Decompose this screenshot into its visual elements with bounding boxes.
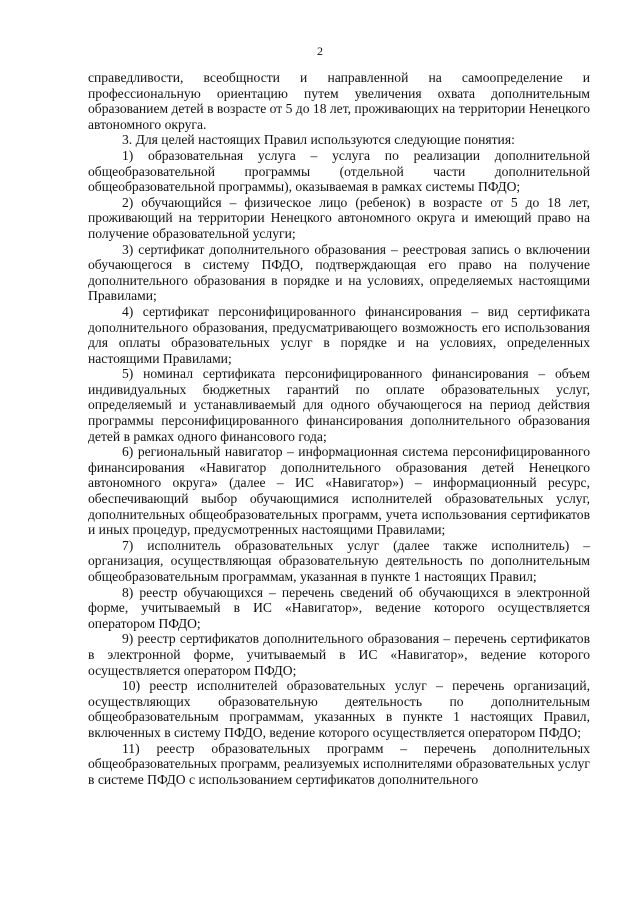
definition-item-4: 4) сертификат персонифицированного финансирования – вид сертификата дополнительного образования, предусматривающего возможность его использования для оплаты образовательных услуг в порядке и на условиях, определенных настоящими Правилами; xyxy=(88,303,590,366)
definition-item-9: 9) реестр сертификатов дополнительного образования – перечень сертификатов в электронной форме, учитываемый в ИС «Навигатор», ведение которого осуществляется оператором ПФДО; xyxy=(88,631,590,678)
paragraph-continuation: справедливости, всеобщности и направленной на самоопределение и профессиональную ориентацию путем увеличения охвата дополнительным образованием детей в возрасте от 5 до 18 лет, проживающих на территории Ненецкого автономного округа. xyxy=(88,70,591,132)
definition-item-8: 8) реестр обучающихся – перечень сведений об обучающихся в электронной форме, учитываемый в ИС «Навигатор», ведение которого осуществляется оператором ПФДО; xyxy=(88,584,590,631)
paragraph-section-3-intro: 3. Для целей настоящих Правил используются следующие понятия: xyxy=(122,132,515,148)
definition-item-5: 5) номинал сертификата персонифицированного финансирования – объем индивидуальных бюджетных гарантий по оплате образовательных услуг, определяемый и устанавливаемый для одного обучающегося на период действия программы персонифицированного финансирования дополнительного образования детей в рамках одного финансового года; xyxy=(88,366,590,444)
page-number: 2 xyxy=(317,44,323,58)
document-body xyxy=(88,70,590,787)
definition-item-3: 3) сертификат дополнительного образования – реестровая запись о включении обучающегося в систему ПФДО, подтверждающая его право на получение дополнительного образования в порядке и на условиях, определяемых настоящими Правилами; xyxy=(88,241,590,304)
definition-item-10: 10) реестр исполнителей образовательных услуг – перечень организаций, осуществляющих образовательную деятельность по дополнительным общеобразовательным программам, указанных в пункте 1 настоящих Правил, включенных в систему ПФДО, ведение которого осуществляется оператором ПФДО; xyxy=(88,678,590,740)
definition-item-2: 2) обучающийся – физическое лицо (ребенок) в возрасте от 5 до 18 лет, проживающий на территории Ненецкого автономного округа и имеющий право на получение образовательной услуги; xyxy=(88,194,590,241)
definition-item-11: 11) реестр образовательных программ – перечень дополнительных общеобразовательных программ, реализуемых исполнителями образовательных услуг в системе ПФДО с использованием сертификатов дополнительного xyxy=(88,740,590,787)
definition-item-1: 1) образовательная услуга – услуга по реализации дополнительной общеобразовательной программы (отдельной части дополнительной общеобразовательной программы), оказываемая в рамках системы ПФДО; xyxy=(88,147,590,195)
definition-item-7: 7) исполнитель образовательных услуг (далее также исполнитель) – организация, осуществляющая образовательную деятельность по дополнительным общеобразовательным программам, указанная в пункте 1 настоящих Правил; xyxy=(88,537,590,584)
definition-item-6: 6) региональный навигатор – информационная система персонифицированного финансирования «Навигатор дополнительного образования детей Ненецкого автономного округа» (далее – ИС «Навигатор») – информационный ресурс, обеспечивающий выбор обучающимися исполнителей образовательных услуг, дополнительных общеобразовательных программ, учета использования сертификатов и иных процедур, предусмотренных настоящими Правилами; xyxy=(88,444,590,538)
